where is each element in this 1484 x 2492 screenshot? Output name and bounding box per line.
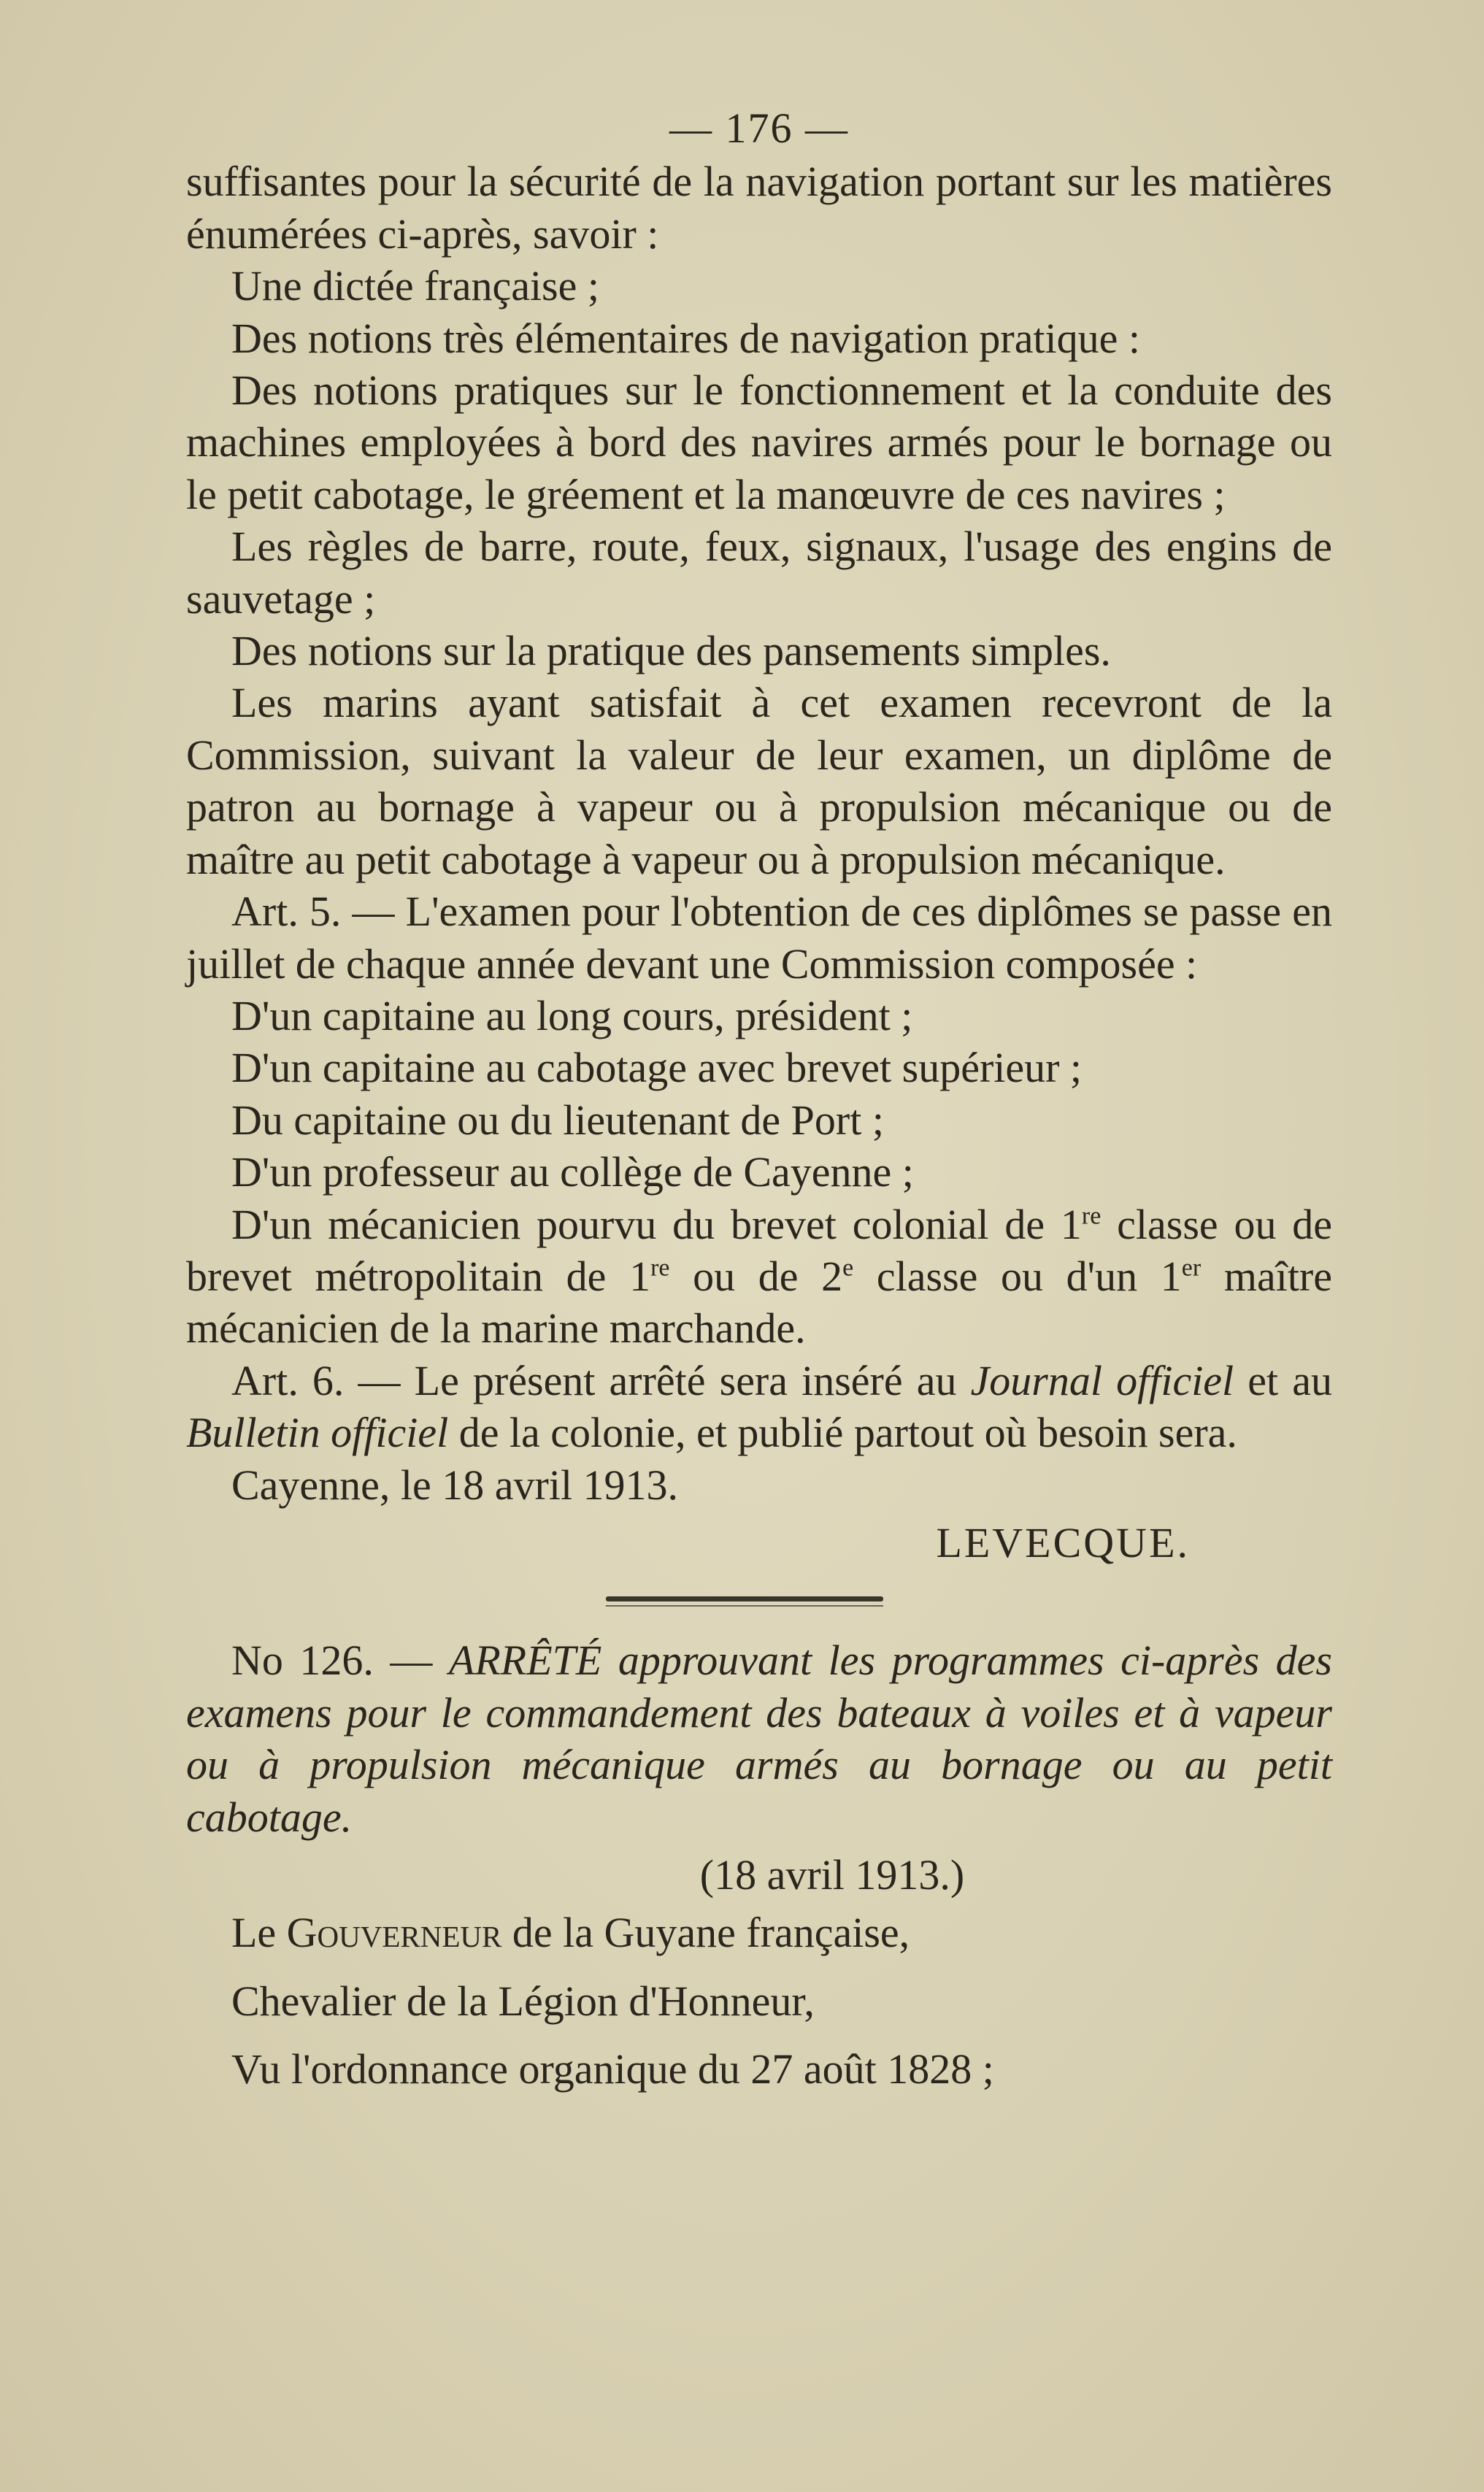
paragraph-navigation: Des notions très élémentaires de navigation pratique : bbox=[231, 314, 1141, 362]
paragraph-machines: Des notions pratiques sur le fonctionnement et la conduite des machines employées à bord des navires armés pour le bornage ou le petit cabotage, le gréement et la manœuvre de ces navires ; bbox=[186, 366, 1332, 518]
arrete-governor: Le Gouverneur de la Guyane française, bbox=[231, 1909, 910, 1957]
place-date: Cayenne, le 18 avril 1913. bbox=[231, 1461, 679, 1509]
commission-member-president: D'un capitaine au long cours, président ; bbox=[231, 991, 913, 1039]
paragraph-article-6: Art. 6. — Le présent arrêté sera inséré au Journal officiel et au Bulletin officiel de la colonie, et publié partout où besoin sera. bbox=[186, 1356, 1332, 1457]
paragraph-regles: Les règles de barre, route, feux, signaux, l'usage des engins de sauvetage ; bbox=[186, 523, 1332, 623]
page-number: — 176 — bbox=[669, 104, 849, 152]
arrete-chevalier: Chevalier de la Légion d'Honneur, bbox=[231, 1977, 815, 2025]
paragraph-diplome: Les marins ayant satisfait à cet examen recevront de la Commission, suivant la valeur de leur examen, un diplôme de patron au bornage à vapeur ou à propulsion mécanique ou de maître au petit cabotage à vapeur ou à propulsion mécanique. bbox=[186, 679, 1332, 883]
signature: LEVECQUE. bbox=[936, 1518, 1190, 1566]
arrete-date: (18 avril 1913.) bbox=[699, 1851, 965, 1899]
paragraph-dictee: Une dictée française ; bbox=[231, 262, 599, 310]
paragraph-article-5: Art. 5. — L'examen pour l'obtention de ces diplômes se passe en juillet de chaque année devant une Commission composée : bbox=[186, 888, 1332, 988]
page-content bbox=[186, 102, 1332, 2096]
arrete-vu: Vu l'ordonnance organique du 27 août 1828 ; bbox=[231, 2045, 994, 2093]
commission-member-professeur: D'un professeur au collège de Cayenne ; bbox=[231, 1148, 914, 1196]
paragraph-pansements: Des notions sur la pratique des pansements simples. bbox=[231, 627, 1111, 675]
arrete-heading: No 126. — ARRÊTÉ approuvant les programmes ci-après des examens pour le commandement des bateaux à voiles et à vapeur ou à propulsion mécanique armés au bornage ou au petit cabotage. bbox=[186, 1637, 1332, 1841]
commission-member-port: Du capitaine ou du lieutenant de Port ; bbox=[231, 1096, 884, 1144]
separator-rule bbox=[186, 1569, 1332, 1620]
commission-member-mecanicien: D'un mécanicien pourvu du brevet colonial de 1re classe ou de brevet métropolitain de 1re ou de 2e classe ou d'un 1er maître mécanicien de la marine marchande. bbox=[186, 1200, 1332, 1353]
paragraph-intro: suffisantes pour la sécurité de la navigation portant sur les matières énumérées ci-après, savoir : bbox=[186, 158, 1332, 258]
commission-member-cabotage: D'un capitaine au cabotage avec brevet supérieur ; bbox=[231, 1044, 1083, 1092]
